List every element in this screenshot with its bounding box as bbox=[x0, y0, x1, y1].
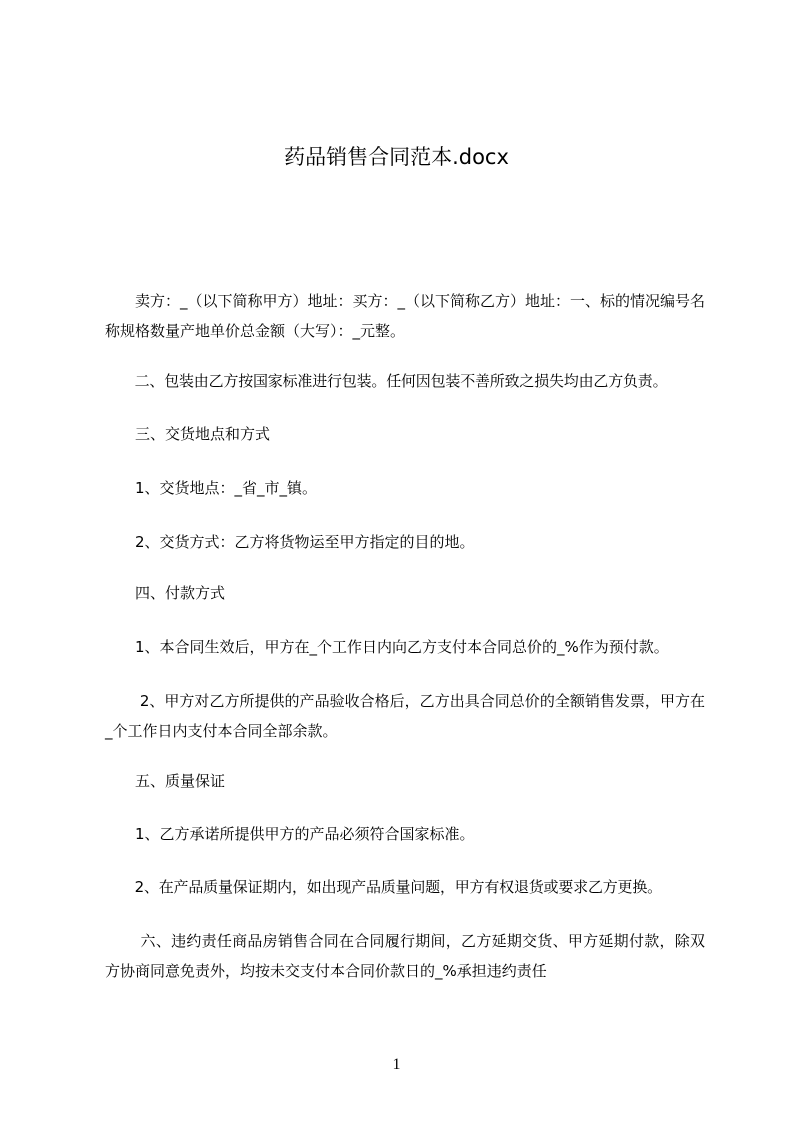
document-title: 药品销售合同范本.docx bbox=[284, 145, 509, 169]
paragraph-quality-warranty: 2、在产品质量保证期内，如出现产品质量问题，甲方有权退货或要求乙方更换。 bbox=[105, 878, 662, 896]
paragraph-advance-payment: 1、本合同生效后，甲方在_个工作日内向乙方支付本合同总价的_%作为预付款。 bbox=[105, 638, 669, 656]
paragraph-payment-heading: 四、付款方式 bbox=[105, 584, 226, 602]
paragraph-packaging: 二、包装由乙方按国家标准进行包装。任何因包装不善所致之损失均由乙方负责。 bbox=[105, 372, 668, 390]
page-number: 1 bbox=[392, 1056, 401, 1073]
paragraph-breach-liability: 六、违约责任商品房销售合同在合同履行期间，乙方延期交货、甲方延期付款，除双方协商同意免责外，均按未交支付本合同价款日的_%承担违约责任 bbox=[105, 932, 705, 980]
paragraph-quality-heading: 五、质量保证 bbox=[105, 772, 226, 790]
paragraph-parties-and-subject: 卖方：_（以下简称甲方）地址：买方：_（以下简称乙方）地址：一、标的情况编号名称规格数量产地单价总金额（大写）：_元整。 bbox=[105, 292, 706, 340]
paragraph-final-payment: 2、甲方对乙方所提供的产品验收合格后，乙方出具合同总价的全额销售发票，甲方在_个工作日内支付本合同全部余款。 bbox=[105, 692, 705, 740]
paragraph-delivery-method: 2、交货方式：乙方将货物运至甲方指定的目的地。 bbox=[105, 533, 475, 551]
paragraph-delivery-location: 1、交货地点：_省_市_镇。 bbox=[105, 479, 318, 497]
paragraph-quality-standard: 1、乙方承诺所提供甲方的产品必须符合国家标准。 bbox=[105, 825, 475, 843]
paragraph-delivery-heading: 三、交货地点和方式 bbox=[105, 425, 271, 443]
